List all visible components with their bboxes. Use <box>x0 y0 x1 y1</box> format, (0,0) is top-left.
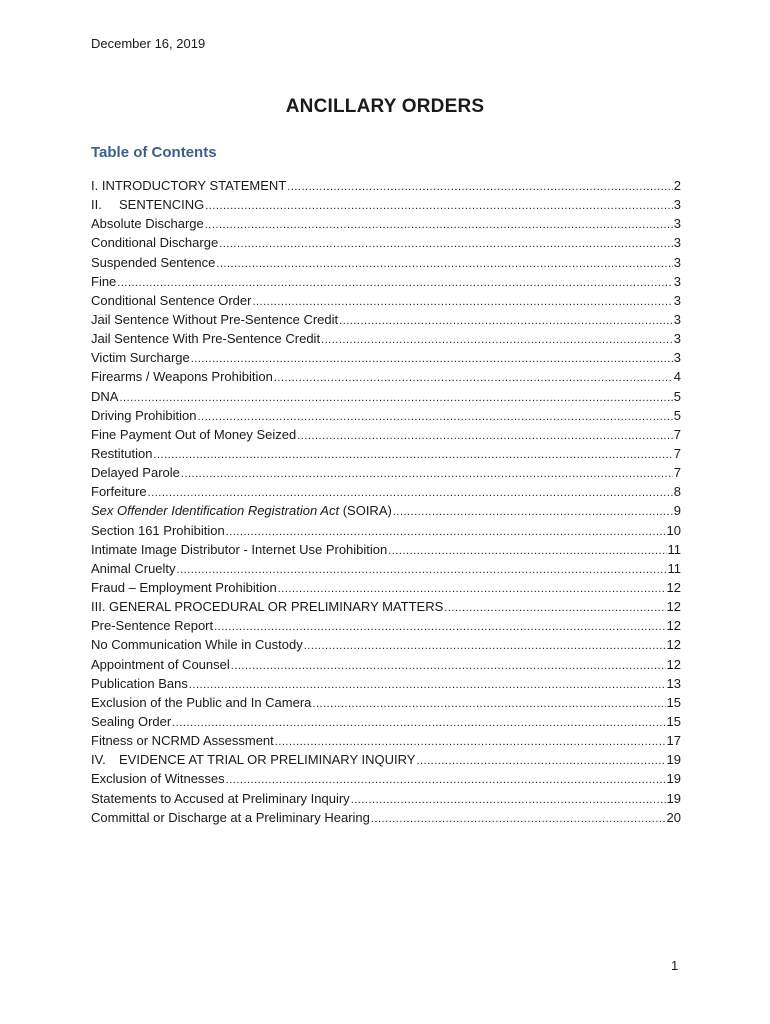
toc-entry-page: 12 <box>666 637 681 653</box>
toc-entry-label: Driving Prohibition <box>91 407 197 423</box>
toc-entry-page: 3 <box>673 350 681 366</box>
toc-entry[interactable] <box>91 329 681 348</box>
toc-entry[interactable] <box>91 540 681 559</box>
toc-entry[interactable] <box>91 195 681 214</box>
toc-entry-page: 3 <box>673 254 681 270</box>
toc-dot-leader <box>339 312 673 331</box>
toc-entry-title <box>91 482 147 501</box>
toc-entry-title <box>91 463 180 482</box>
toc-entry-title <box>91 233 218 252</box>
toc-entry-title <box>91 655 230 674</box>
toc-entry-title <box>91 253 215 272</box>
toc-dot-leader <box>205 216 673 235</box>
toc-entry[interactable] <box>91 387 681 406</box>
toc-entry-title <box>91 501 392 520</box>
toc-entry[interactable] <box>91 731 681 750</box>
toc-entry-page: 19 <box>666 790 681 806</box>
toc-entry-page: 11 <box>667 560 681 576</box>
toc-entry-page: 12 <box>666 579 681 595</box>
toc-entry-label: Fraud – Employment Prohibition <box>91 579 277 595</box>
toc-entry-page: 9 <box>673 503 681 519</box>
toc-entry-page: 12 <box>666 618 681 634</box>
toc-entry[interactable] <box>91 310 681 329</box>
toc-dot-leader <box>416 752 665 771</box>
toc-entry-page: 7 <box>673 445 681 461</box>
toc-entry-page: 4 <box>673 369 681 385</box>
toc-entry-label: Section 161 Prohibition <box>91 522 225 538</box>
toc-dot-leader <box>388 542 666 561</box>
toc-entry-page: 10 <box>666 522 681 538</box>
toc-entry-label: Absolute Discharge <box>91 216 204 232</box>
toc-entry-label: EVIDENCE AT TRIAL OR PRELIMINARY INQUIRY <box>119 752 416 768</box>
toc-entry[interactable] <box>91 769 681 788</box>
toc-entry-title <box>91 559 176 578</box>
toc-dot-leader <box>371 810 666 829</box>
toc-entry-title <box>91 310 338 329</box>
toc-entry[interactable] <box>91 463 681 482</box>
toc-dot-leader <box>444 599 665 618</box>
toc-entry-page: 13 <box>666 675 681 691</box>
toc-entry-label: Suspended Sentence <box>91 254 216 270</box>
toc-entry-title <box>91 329 320 348</box>
toc-entry-label: Publication Bans <box>91 675 188 691</box>
toc-entry-page: 3 <box>673 292 681 308</box>
toc-entry[interactable] <box>91 808 681 827</box>
toc-entry[interactable] <box>91 559 681 578</box>
toc-entry-title <box>91 808 370 827</box>
toc-entry-title <box>91 406 197 425</box>
toc-entry-label: Exclusion of Witnesses <box>91 771 225 787</box>
toc-entry-label: Appointment of Counsel <box>91 656 230 672</box>
table-of-contents <box>91 176 681 827</box>
toc-entry-title <box>91 578 277 597</box>
toc-entry-label: Firearms / Weapons Prohibition <box>91 369 273 385</box>
toc-entry-page: 19 <box>666 752 681 768</box>
toc-entry-number: IV. <box>91 752 106 768</box>
toc-entry-page: 20 <box>666 809 681 825</box>
toc-entry[interactable] <box>91 444 681 463</box>
toc-entry-page: 7 <box>673 426 681 442</box>
toc-entry-label: Conditional Sentence Order <box>91 292 252 308</box>
toc-entry-label: Committal or Discharge at a Preliminary Hearing <box>91 809 370 825</box>
toc-dot-leader <box>304 637 666 656</box>
toc-dot-leader <box>119 389 672 408</box>
toc-entry-title <box>91 616 213 635</box>
toc-entry-title <box>91 176 286 195</box>
toc-entry-label: Conditional Discharge <box>91 235 219 251</box>
toc-entry-title <box>91 272 116 291</box>
toc-entry[interactable] <box>91 789 681 808</box>
toc-entry-page: 8 <box>673 484 681 500</box>
toc-entry[interactable] <box>91 597 681 616</box>
toc-entry-title <box>91 291 251 310</box>
toc-dot-leader <box>274 369 673 388</box>
toc-entry[interactable] <box>91 425 681 444</box>
toc-entry[interactable] <box>91 348 681 367</box>
toc-entry-label: Restitution <box>91 445 153 461</box>
toc-entry-label: Victim Surcharge <box>91 350 190 366</box>
toc-entry-title <box>91 367 273 386</box>
toc-entry-page: 7 <box>673 465 681 481</box>
toc-entry[interactable] <box>91 674 681 693</box>
toc-entry[interactable] <box>91 176 681 195</box>
toc-entry-title <box>91 693 311 712</box>
toc-entry-title <box>91 348 190 367</box>
toc-dot-leader <box>219 235 673 254</box>
toc-entry-page: 3 <box>673 273 681 289</box>
toc-entry-title <box>91 444 152 463</box>
toc-entry[interactable] <box>91 655 681 674</box>
toc-entry-label: Pre-Sentence Report <box>91 618 214 634</box>
toc-entry[interactable] <box>91 635 681 654</box>
toc-dot-leader <box>351 791 666 810</box>
toc-dot-leader <box>393 503 673 522</box>
toc-entry-page: 12 <box>666 656 681 672</box>
toc-entry-title <box>91 750 415 769</box>
toc-entry-title <box>91 387 118 406</box>
toc-entry[interactable] <box>91 214 681 233</box>
toc-entry-title <box>91 425 296 444</box>
toc-entry-title <box>91 635 303 654</box>
toc-entry-label: Jail Sentence With Pre-Sentence Credit <box>91 331 321 347</box>
toc-entry[interactable] <box>91 693 681 712</box>
toc-entry-label: No Communication While in Custody <box>91 637 303 653</box>
toc-entry-title <box>91 712 171 731</box>
toc-entry-title <box>91 731 274 750</box>
toc-dot-leader <box>287 178 673 197</box>
toc-entry[interactable] <box>91 233 681 252</box>
toc-entry-title <box>91 769 225 788</box>
toc-entry-label: I. INTRODUCTORY STATEMENT <box>91 178 287 193</box>
toc-entry-label: SENTENCING <box>119 197 205 213</box>
toc-entry[interactable] <box>91 291 681 310</box>
toc-entry-page: 5 <box>673 407 681 423</box>
toc-entry-label: Fine Payment Out of Money Seized <box>91 426 297 442</box>
toc-entry-label: Forfeiture <box>91 484 147 500</box>
toc-entry[interactable] <box>91 750 681 769</box>
toc-entry-title <box>91 214 204 233</box>
toc-entry-page: 3 <box>673 197 681 213</box>
toc-entry-page: 11 <box>667 541 681 557</box>
toc-dot-leader <box>231 657 666 676</box>
toc-entry[interactable] <box>91 482 681 501</box>
toc-entry-label: III. GENERAL PROCEDURAL OR PRELIMINARY MATTERS <box>91 599 444 615</box>
toc-entry-label: Fitness or NCRMD Assessment <box>91 733 274 749</box>
toc-entry-page: 3 <box>673 331 681 347</box>
toc-dot-leader <box>321 331 673 350</box>
toc-dot-leader <box>312 695 665 714</box>
toc-entry-title <box>91 597 443 616</box>
document-title: ANCILLARY ORDERS <box>285 96 485 117</box>
toc-entry[interactable] <box>91 521 681 540</box>
toc-entry[interactable] <box>91 712 681 731</box>
toc-entry-label: Fine <box>91 273 117 289</box>
toc-entry-label: Delayed Parole <box>91 465 180 481</box>
toc-entry-page: 3 <box>673 311 681 327</box>
toc-entry-page: 3 <box>673 216 681 232</box>
page-number: 1 <box>671 958 679 973</box>
toc-entry-label: Jail Sentence Without Pre-Sentence Credit <box>91 311 339 327</box>
toc-dot-leader <box>181 465 673 484</box>
toc-entry-label: Statements to Accused at Preliminary Inquiry <box>91 790 350 806</box>
toc-entry-label: Animal Cruelty <box>91 560 176 576</box>
toc-entry-title <box>91 789 350 808</box>
toc-entry-label: Intimate Image Distributor - Internet Use Prohibition <box>91 541 388 557</box>
toc-entry-title <box>91 540 387 559</box>
toc-dot-leader <box>216 255 672 274</box>
toc-entry-title <box>91 521 225 540</box>
toc-entry-number: II. <box>91 197 102 213</box>
toc-entry-label: (SOIRA) <box>339 503 392 519</box>
toc-entry-title <box>91 195 204 214</box>
toc-entry[interactable] <box>91 616 681 635</box>
toc-entry[interactable] <box>91 406 681 425</box>
toc-entry[interactable] <box>91 501 681 520</box>
toc-entry[interactable] <box>91 253 681 272</box>
toc-entry-page: 3 <box>673 235 681 251</box>
toc-entry-page: 2 <box>673 178 681 193</box>
toc-entry[interactable] <box>91 578 681 597</box>
toc-heading: Table of Contents <box>91 144 217 161</box>
toc-entry[interactable] <box>91 272 681 291</box>
toc-entry-page: 17 <box>666 733 681 749</box>
toc-entry-label: Exclusion of the Public and In Camera <box>91 694 312 710</box>
toc-entry-page: 15 <box>666 694 681 710</box>
toc-entry-page: 19 <box>666 771 681 787</box>
toc-dot-leader <box>297 427 673 446</box>
page-date: December 16, 2019 <box>91 36 206 51</box>
toc-entry[interactable] <box>91 367 681 386</box>
toc-entry-italic-title: Sex Offender Identification Registration Act <box>91 503 340 519</box>
toc-entry-page: 15 <box>666 713 681 729</box>
toc-dot-leader <box>205 197 673 216</box>
toc-entry-page: 5 <box>673 388 681 404</box>
toc-dot-leader <box>153 446 672 465</box>
toc-entry-title <box>91 674 188 693</box>
toc-entry-label: Sealing Order <box>91 713 172 729</box>
toc-entry-label: DNA <box>91 388 119 404</box>
toc-entry-page: 12 <box>666 599 681 615</box>
